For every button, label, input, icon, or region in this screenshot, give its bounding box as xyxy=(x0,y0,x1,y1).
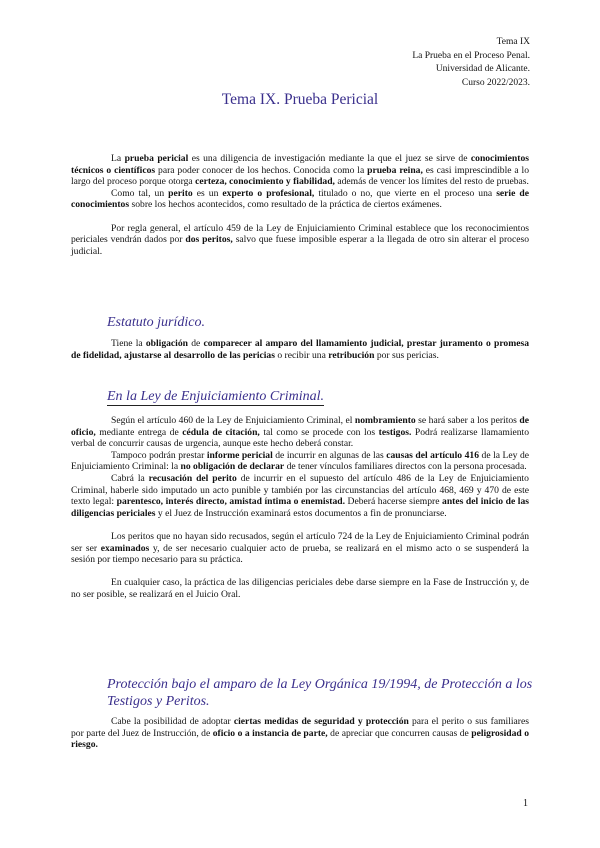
bold-term: ciertas medidas de seguridad y protección xyxy=(233,716,409,727)
text-run: es casi imprescindible a lo largo del proceso porque otorga xyxy=(71,164,530,188)
text-run: o recibir una xyxy=(274,349,329,361)
text-run: es una diligencia de investigación mediante la que el juez se sirve de xyxy=(188,153,471,164)
section3-paragraph-1 xyxy=(71,716,529,751)
section-heading-proteccion: Protección bajo el amparo de la Ley Orgánica 19/1994, de Protección a los Testigos y Peritos. xyxy=(107,677,533,709)
section2-paragraph-5 xyxy=(71,577,529,600)
text-run: además de vencer los límites del resto de pruebas. xyxy=(334,176,529,188)
text-run: y, de ser necesario cualquier acto de prueba, se realizará en el mismo acto o se suspenderá la sesión por tiempo necesario para su práctica. xyxy=(71,542,529,566)
text-run: para poder conocer de los hechos. Conocida como la xyxy=(155,164,368,176)
text-run: de tener vínculos familiares directos con la persona procesada. xyxy=(284,461,527,473)
section-heading-estatuto: Estatuto jurídico. xyxy=(107,315,205,330)
section-heading-lecrim-text: En la Ley de Enjuiciamiento Criminal. xyxy=(107,389,324,404)
header-university: Universidad de Alicante. xyxy=(435,64,530,74)
bold-term: conocimientos técnicos o científicos xyxy=(71,153,529,176)
bold-term: prueba reina, xyxy=(367,164,423,176)
text-run: Podrá realizarse llamamiento verbal de concurrir causas de urgencia, aunque este hecho deberá constar. xyxy=(71,426,529,450)
bold-term: oficio o a instancia de parte, xyxy=(212,727,328,739)
text-run: La xyxy=(111,153,125,164)
bold-term: peligrosidad o riesgo. xyxy=(71,727,529,751)
bold-term: recusación del perito xyxy=(148,472,237,484)
bold-term: antes del inicio de las diligencias periciales xyxy=(71,496,529,519)
header-subject: La Prueba en el Proceso Penal. xyxy=(412,50,530,61)
section2-paragraph-4 xyxy=(71,531,529,566)
bold-term: dos peritos, xyxy=(185,234,233,246)
bold-term: testigos. xyxy=(378,426,412,438)
intro-paragraph-2 xyxy=(71,188,529,211)
section2-paragraph-3 xyxy=(71,473,529,519)
text-run: de xyxy=(187,338,204,349)
bold-term: nombramiento xyxy=(354,415,416,426)
text-run: Tiene la xyxy=(111,338,146,349)
section1-paragraph-1 xyxy=(71,338,529,361)
text-run: Cabe la posibilidad de adoptar xyxy=(111,716,234,727)
text-run: por sus pericias. xyxy=(374,349,439,361)
section1-block xyxy=(71,338,529,361)
bold-term: prueba pericial xyxy=(124,153,189,164)
text-run: Tampoco podrán prestar xyxy=(111,449,207,461)
text-run: y el Juez de Instrucción examinará estos documentos a fin de pronunciarse. xyxy=(155,507,447,519)
document-header xyxy=(412,36,530,90)
bold-term: obligación xyxy=(145,338,188,349)
text-run: salvo que fuese imposible esperar a la llegada de otro sin alterar el proceso judicial. xyxy=(71,234,529,257)
text-run: para el perito o sus familiares por parte del Juez de Instrucción, de xyxy=(71,716,529,739)
text-run: En cualquier caso, la práctica de las diligencias periciales debe darse siempre en la Fase de Instrucción y, de no ser posible, se realizará en el Juicio Oral. xyxy=(71,577,529,600)
text-run: es un xyxy=(192,187,223,199)
bold-term: certeza, conocimiento y fiabilidad, xyxy=(195,176,335,188)
text-run: Deberá hacerse siempre xyxy=(345,496,443,508)
text-run: Según el artículo 460 de la Ley de Enjuiciamiento Criminal, el xyxy=(111,415,355,426)
bold-term: cédula de citación, xyxy=(182,426,260,438)
section2-block xyxy=(71,415,529,601)
text-run: Como tal, un xyxy=(111,187,169,199)
page-number: 1 xyxy=(523,798,528,809)
text-run: se hará saber a los peritos xyxy=(415,415,520,426)
text-run: Por regla general, el artículo 459 de la Ley de Enjuiciamiento Criminal establece que los reconocimientos periciales vendrán dados por xyxy=(71,222,529,246)
bold-term: perito xyxy=(168,187,193,199)
bold-term: comparecer al amparo del llamamiento judicial, prestar juramento o promesa de fidelidad, ajustarse al desarrollo de las pericias xyxy=(71,338,529,361)
text-run: de incurrir en el supuesto del artículo 486 de la Ley de Enjuiciamiento Criminal, haberle sido imputado un acto punible y también por las circunstancias del artículo 468, 469 y 470 de este texto legal: xyxy=(71,472,529,508)
section2-paragraph-1 xyxy=(71,415,529,450)
page-title: Tema IX. Prueba Pericial xyxy=(221,91,379,108)
section2-paragraph-2 xyxy=(71,450,529,473)
bold-term: serie de conocimientos xyxy=(71,187,529,211)
section3-block xyxy=(71,716,529,751)
bold-term: informe pericial xyxy=(206,449,273,461)
text-run: sobre los hechos acontecidos, como resultado de la práctica de ciertos exámenes. xyxy=(129,199,442,211)
text-run: mediante entrega de xyxy=(95,426,183,438)
text-run: de la Ley de Enjuiciamiento Criminal: la xyxy=(71,449,529,473)
bold-term: causas del artículo 416 xyxy=(386,449,480,461)
intro-block xyxy=(71,153,529,257)
intro-paragraph-3 xyxy=(71,223,529,258)
bold-term: experto o profesional, xyxy=(222,187,315,199)
bold-term: parentesco, interés directo, amistad íntima o enemistad. xyxy=(116,496,345,508)
text-run: Los peritos que no hayan sido recusados, según el artículo 724 de la Ley de Enjuiciamiento Criminal podrán ser ser xyxy=(71,530,529,554)
text-run: de apreciar que concurren causas de xyxy=(327,727,472,739)
section-heading-lecrim xyxy=(107,388,537,405)
bold-term: de oficio, xyxy=(71,415,529,438)
header-topic: Tema IX xyxy=(496,37,530,47)
bold-term: retribución xyxy=(328,349,375,361)
text-run: de incurrir en algunas de las xyxy=(272,449,387,461)
intro-paragraph-1 xyxy=(71,153,529,188)
bold-term: examinados xyxy=(100,542,150,554)
text-run: Cabrá la xyxy=(111,472,149,484)
bold-term: no obligación de declarar xyxy=(180,461,285,473)
text-run: titulado o no, que vierte en el proceso una xyxy=(314,187,497,199)
text-run: tal como se procede con los xyxy=(259,426,379,438)
header-course: Curso 2022/2023. xyxy=(461,77,530,88)
